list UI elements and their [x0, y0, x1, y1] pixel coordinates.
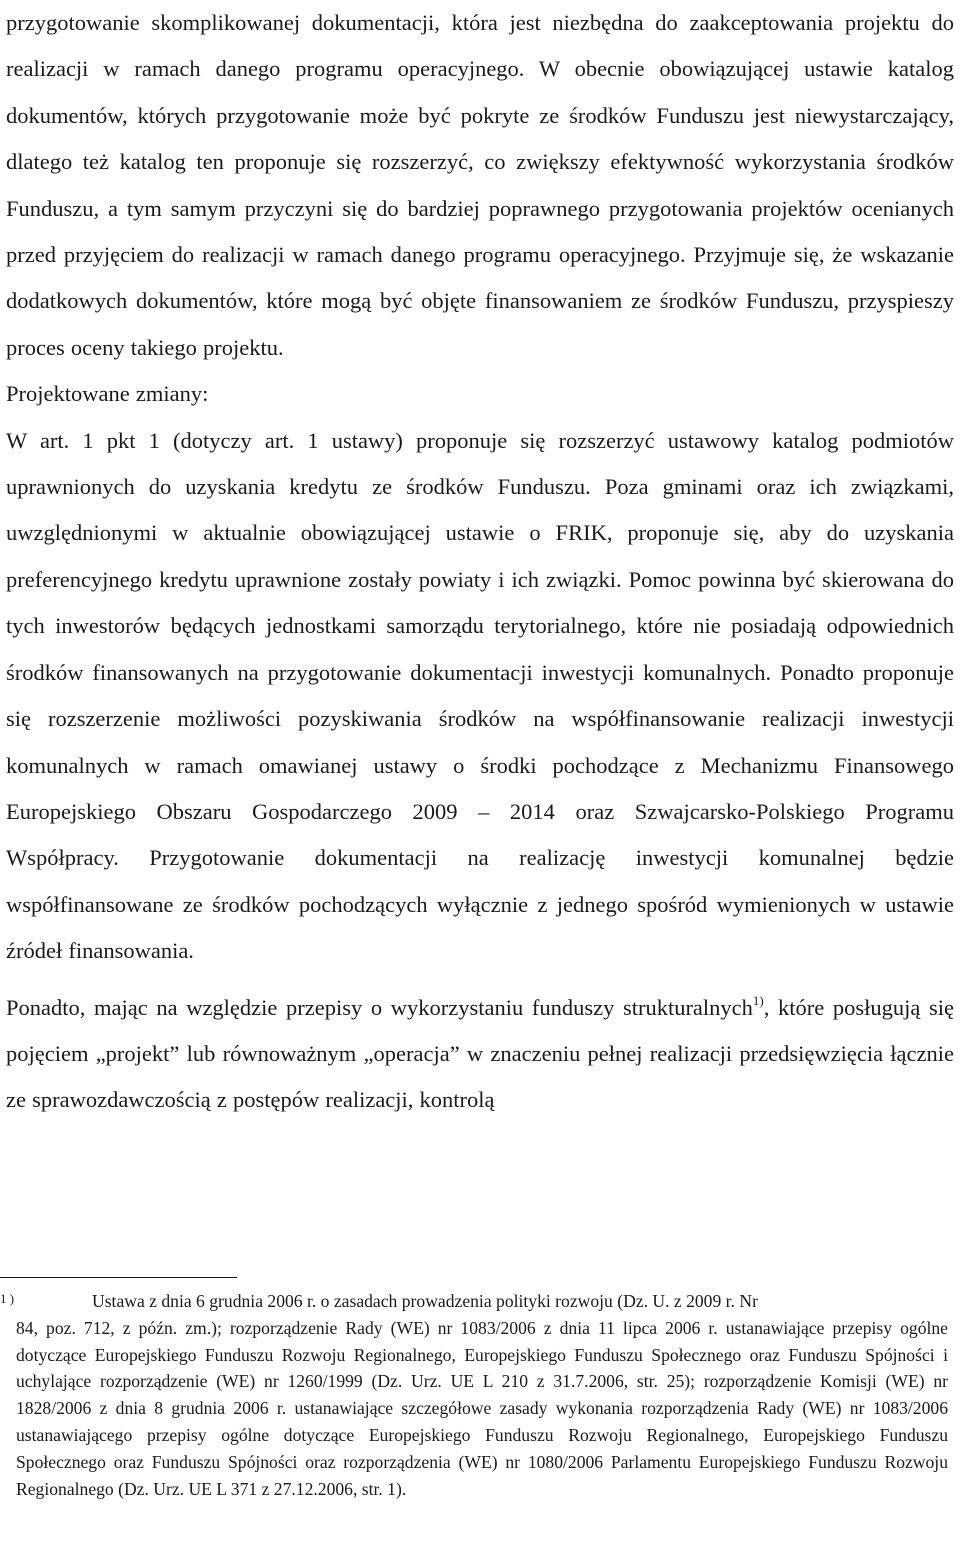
paragraph-text-after-ref: , które posługują się pojęciem „projekt” lub równoważnym „operacja” w znaczeniu pełnej realizacji przedsięwzięcia łącznie ze sprawozdawczością z postępów realizacji, kontrolą [6, 994, 954, 1113]
footnote-reference-mark: 1) [752, 992, 764, 1008]
document-page [6, 0, 954, 1124]
footnote [0, 1288, 948, 1502]
footnote-separator [0, 1277, 237, 1278]
footnote-text-first: Ustawa z dnia 6 grudnia 2006 r. o zasadach prowadzenia polityki rozwoju (Dz. U. z 2009 r. Nr [92, 1291, 758, 1311]
footnote-first-line: 1 ) Ustawa z dnia 6 grudnia 2006 r. o zasadach prowadzenia polityki rozwoju (Dz. U. z 2009 r. Nr [0, 1291, 758, 1311]
paragraph-structural-funds [6, 985, 954, 1124]
paragraph-text-before-ref: Ponadto, mając na względzie przepisy o wykorzystaniu funduszy strukturalnych [6, 994, 753, 1020]
paragraph-art-1-changes: W art. 1 pkt 1 (dotyczy art. 1 ustawy) proponuje się rozszerzyć ustawowy katalog podmiotów uprawnionych do uzyskania kredytu ze środków Funduszu. Poza gminami oraz ich związkami, uwzględnionymi w aktualnie obowiązującej ustawie o FRIK, proponuje się, aby do uzyskania preferencyjnego kredytu uprawnione zostały powiaty i ich związki. Pomoc powinna być skierowana do tych inwestorów będących jednostkami samorządu terytorialnego, które nie posiadają odpowiednich środków finansowanych na przygotowanie dokumentacji inwestycji komunalnych. Ponadto proponuje się rozszerzenie możliwości pozyskiwania środków na współfinansowanie realizacji inwestycji komunalnych w ramach omawianej ustawy o środki pochodzące z Mechanizmu Finansowego Europejskiego Obszaru Gospodarczego 2009 – 2014 oraz Szwajcarsko-Polskiego Programu Współpracy. Przygotowanie dokumentacji na realizację inwestycji komunalnej będzie współfinansowane ze środków pochodzących wyłącznie z jednego spośród wymienionych w ustawie źródeł finansowania. [6, 427, 954, 964]
paragraph-documentation-catalog: przygotowanie skomplikowanej dokumentacji, która jest niezbędna do zaakceptowania projektu do realizacji w ramach danego programu operacyjnego. W obecnie obowiązującej ustawie katalog dokumentów, których przygotowanie może być pokryte ze środków Funduszu jest niewystarczający, dlatego też katalog ten proponuje się rozszerzyć, co zwiększy efektywność wykorzystania środków Funduszu, a tym samym przyczyni się do bardziej poprawnego przygotowania projektów ocenianych przed przyjęciem do realizacji w ramach danego programu operacyjnego. Przyjmuje się, że wskazanie dodatkowych dokumentów, które mogą być objęte finansowaniem ze środków Funduszu, przyspieszy proces oceny takiego projektu. [6, 10, 954, 360]
paragraph-planned-changes-heading: Projektowane zmiany: [6, 381, 209, 407]
footnote-text-rest: 84, poz. 712, z późn. zm.); rozporządzenie Rady (WE) nr 1083/2006 z dnia 11 lipca 2006 r. ustanawiające przepisy ogólne dotyczące Europejskiego Funduszu Rozwoju Regionalnego, Europejskiego Funduszu Społecznego oraz Funduszu Spójności i uchylające rozporządzenie (WE) nr 1260/1999 (Dz. Urz. UE L 210 z 31.7.2006, str. 25); rozporządzenie Komisji (WE) nr 1828/2006 z dnia 8 grudnia 2006 r. ustanawiające szczegółowe zasady wykonania rozporządzenia Rady (WE) nr 1083/2006 ustanawiającego przepisy ogólne dotyczące Europejskiego Funduszu Rozwoju Regionalnego, Europejskiego Funduszu Społecznego oraz Funduszu Spójności oraz rozporządzenia (WE) nr 1080/2006 Parlamentu Europejskiego Funduszu Rozwoju Regionalnego (Dz. Urz. UE L 371 z 27.12.2006, str. 1). [16, 1317, 948, 1499]
